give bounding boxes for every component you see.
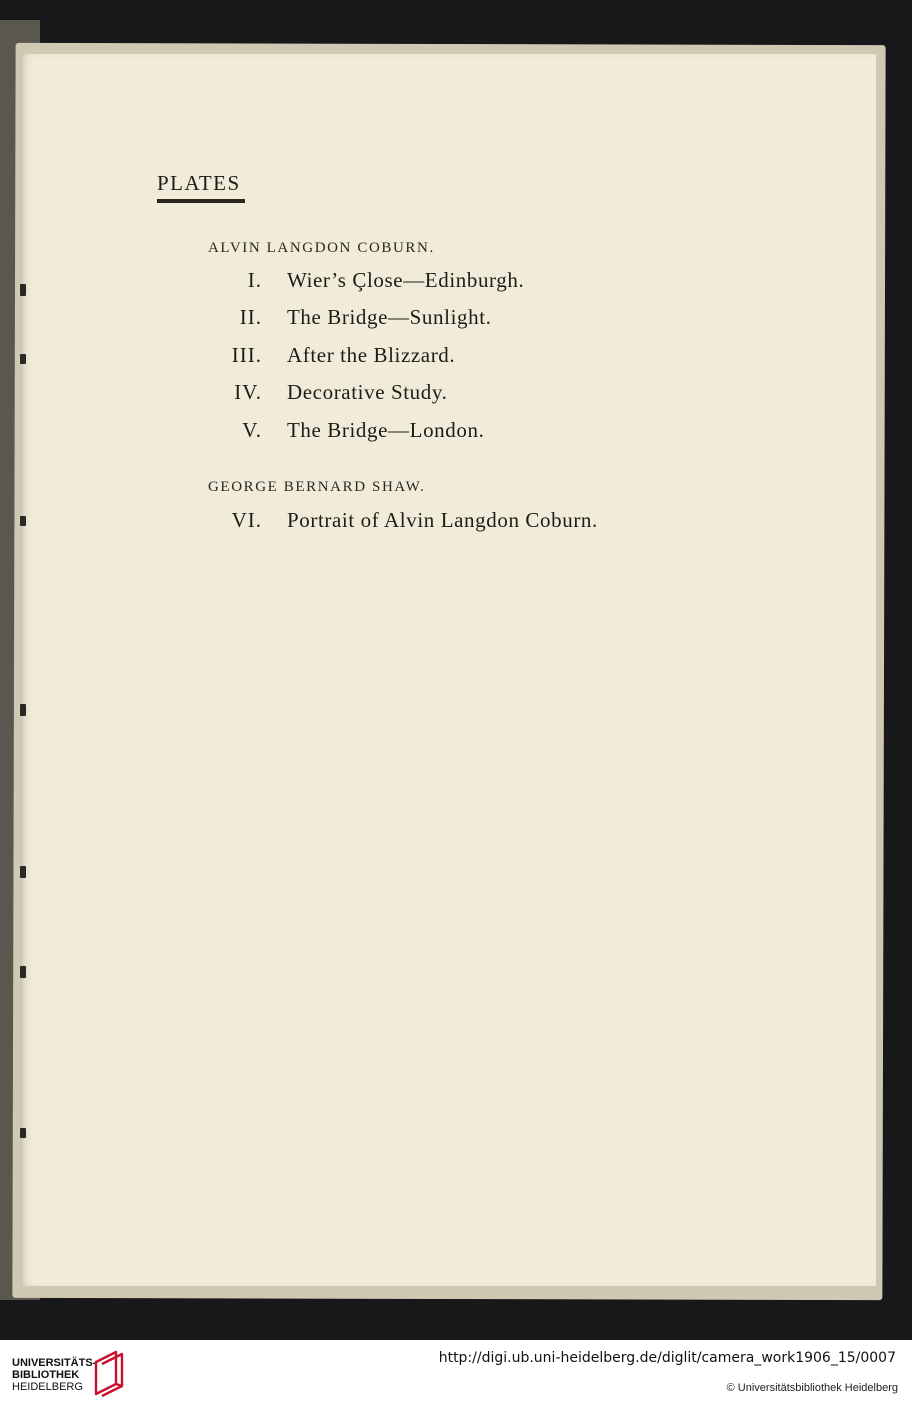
library-logo-line: HEIDELBERG <box>12 1381 83 1393</box>
library-logo-line: UNIVERSITÄTS- <box>12 1357 97 1369</box>
binding-thread-mark <box>20 866 26 878</box>
binding-thread-mark <box>20 1128 26 1138</box>
plate-title: The Bridge—London. <box>287 418 485 442</box>
library-book-icon <box>92 1348 128 1398</box>
section-title-shaw: GEORGE BERNARD SHAW. <box>208 479 426 495</box>
plate-numeral: V. <box>242 418 262 442</box>
plate-title: Wier’s Çlose—Edinburgh. <box>287 268 525 292</box>
plate-title: The Bridge—Sunlight. <box>287 305 492 329</box>
viewer-footer <box>0 1340 912 1405</box>
binding-thread-mark <box>20 516 26 526</box>
copyright-notice: © Universitätsbibliothek Heidelberg <box>726 1382 898 1394</box>
plate-numeral: VI. <box>231 508 262 532</box>
plate-title: After the Blizzard. <box>287 343 456 367</box>
binding-thread-mark <box>20 284 26 296</box>
permalink-url[interactable]: http://digi.ub.uni-heidelberg.de/diglit/camera_work1906_15/0007 <box>438 1350 896 1366</box>
plate-numeral: IV. <box>234 380 262 404</box>
page-title: PLATES <box>157 171 241 195</box>
plate-title: Decorative Study. <box>287 380 448 404</box>
binding-thread-mark <box>20 704 26 716</box>
plate-numeral: III. <box>231 343 262 367</box>
binding-thread-mark <box>20 354 26 364</box>
section-title-coburn: ALVIN LANGDON COBURN. <box>208 240 435 256</box>
library-logo-line: BIBLIOTHEK <box>12 1369 80 1381</box>
binding-thread-mark <box>20 966 26 978</box>
plate-numeral: II. <box>239 305 262 329</box>
plate-title: Portrait of Alvin Langdon Coburn. <box>287 508 598 532</box>
plate-numeral: I. <box>247 268 262 292</box>
book-page <box>20 54 876 1286</box>
title-underline <box>157 199 245 203</box>
